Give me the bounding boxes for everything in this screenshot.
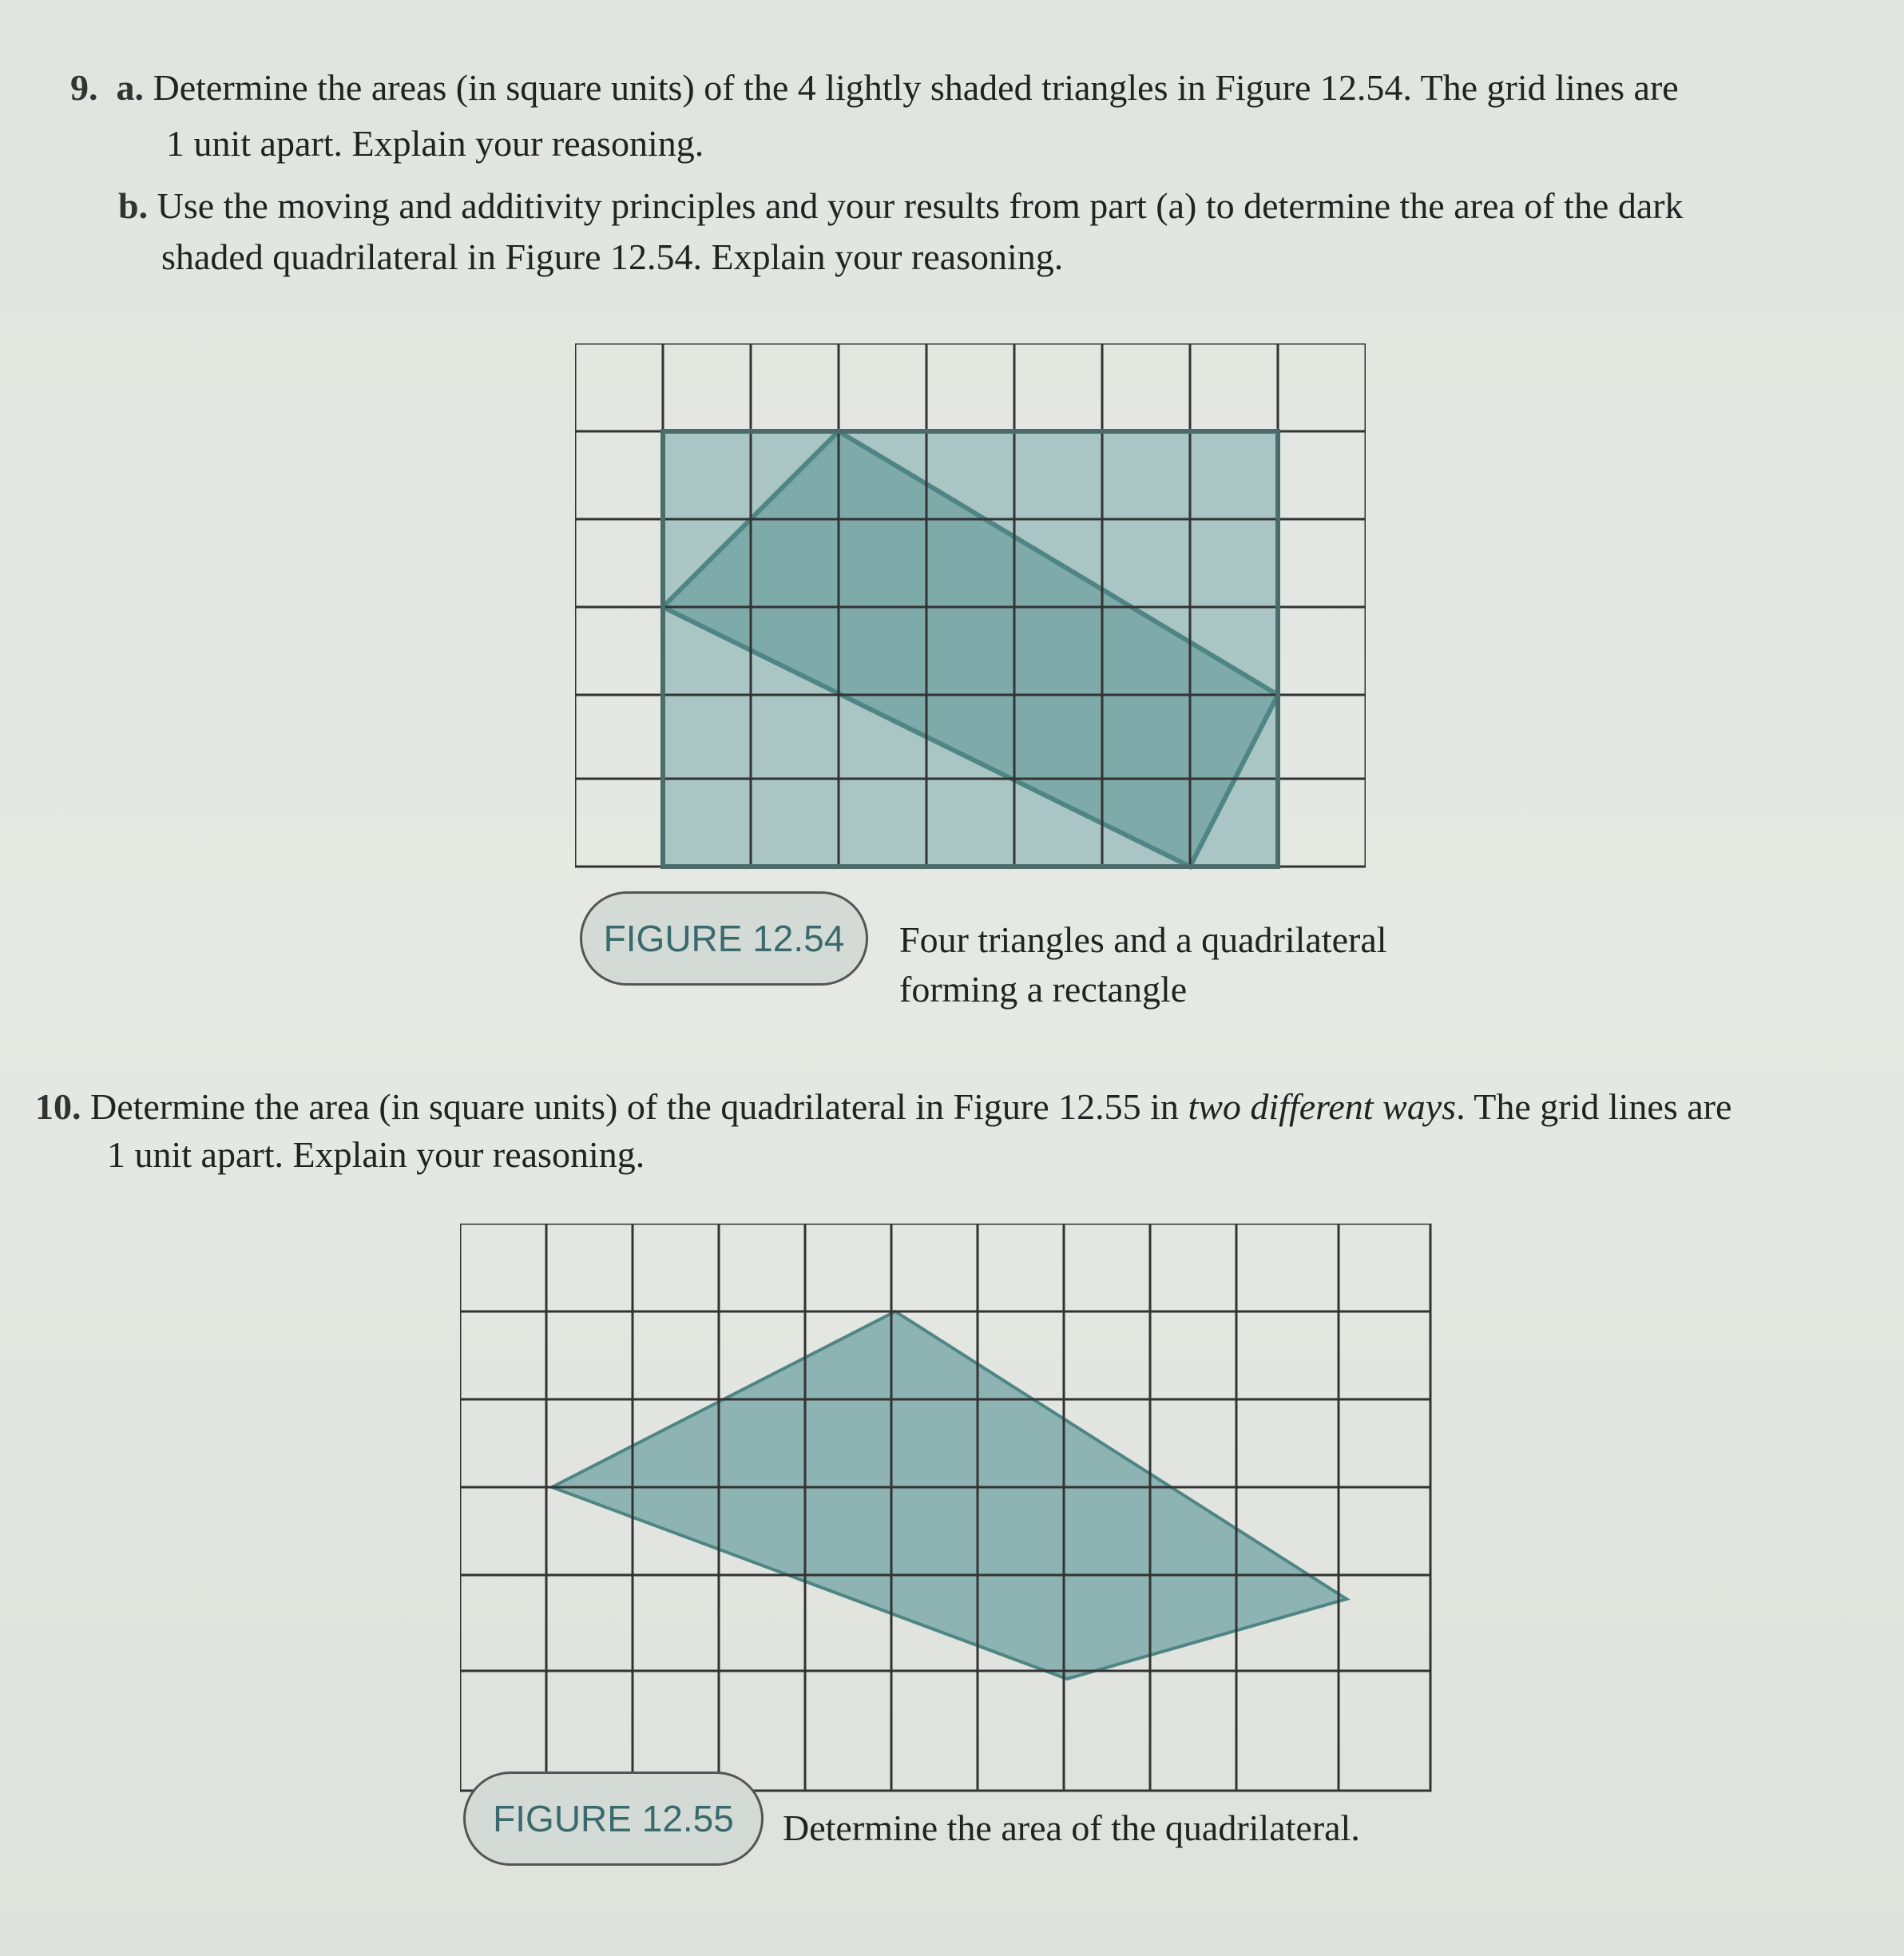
- problem-9a-label: a.: [116, 67, 144, 108]
- figure-12-54-caption: [899, 915, 1387, 1014]
- figure-12-55-label: FIGURE 12.55: [463, 1772, 764, 1866]
- figure-12-54: [575, 343, 1366, 879]
- figure-12-54-label: FIGURE 12.54: [580, 891, 868, 986]
- figure-12-55-caption: Determine the area of the quadrilateral.: [783, 1807, 1360, 1848]
- figure-12-54-caption-line1: Four triangles and a quadrilateral: [899, 919, 1387, 960]
- quadrilateral-12-55: [552, 1311, 1347, 1679]
- problem-9a-line2: 1 unit apart. Explain your reasoning.: [166, 123, 704, 164]
- problem-9b: [118, 181, 1684, 232]
- problem-10-line2: 1 unit apart. Explain your reasoning.: [107, 1134, 645, 1175]
- problem-10-text-italic: two different ways: [1188, 1086, 1457, 1127]
- problem-9b-text-line1: Use the moving and additivity principles and your results from part (a) to determine the area of the dark: [157, 185, 1684, 226]
- figure-12-54-caption-line2: forming a rectangle: [899, 969, 1188, 1010]
- problem-9a-text-line1: Determine the areas (in square units) of the 4 lightly shaded triangles in Figure 12.54. The grid lines are: [153, 67, 1679, 108]
- problem-9a: [70, 62, 1679, 113]
- problem-9-number: 9.: [70, 67, 98, 108]
- problem-10: [35, 1081, 1731, 1133]
- figure-12-55: [460, 1224, 1434, 1799]
- problem-9b-line2: shaded quadrilateral in Figure 12.54. Explain your reasoning.: [161, 236, 1064, 277]
- problem-10-text-pre: Determine the area (in square units) of the quadrilateral in Figure 12.55 in: [90, 1086, 1188, 1127]
- problem-9b-label: b.: [118, 185, 149, 226]
- problem-10-text-post: . The grid lines are: [1456, 1086, 1732, 1127]
- problem-10-number: 10.: [35, 1086, 81, 1127]
